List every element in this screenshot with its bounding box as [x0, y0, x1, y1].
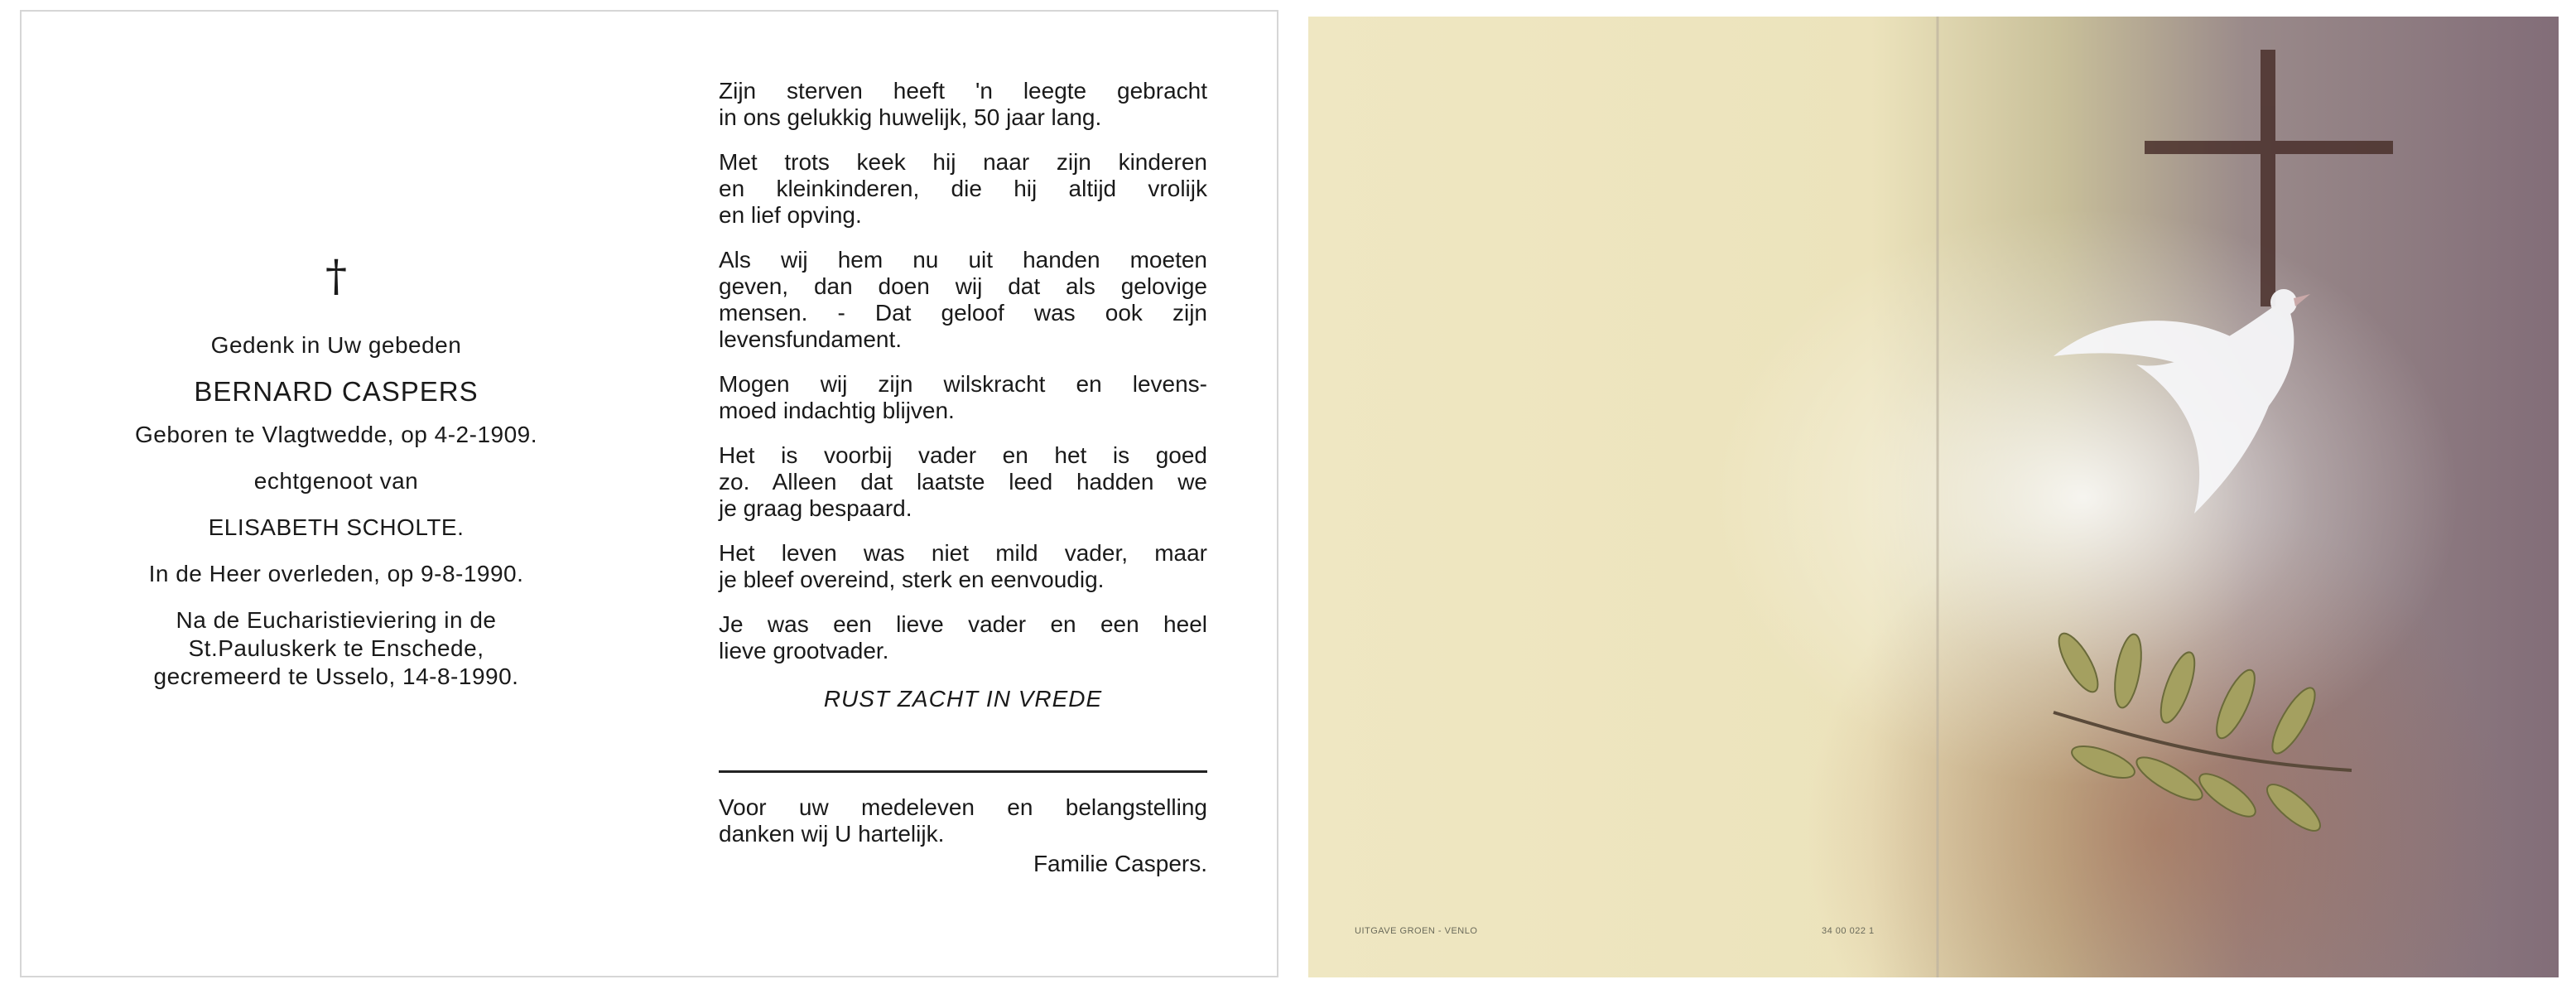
service-line-1: Na de Eucharistieviering in de — [176, 607, 497, 633]
cover-illustration — [1308, 17, 2559, 977]
service-line-2: St.Pauluskerk te Enschede, — [188, 635, 484, 661]
spouse-name: ELISABETH SCHOLTE. — [208, 514, 465, 540]
death-line: In de Heer overleden, op 9-8-1990. — [148, 561, 524, 586]
remembrance-line: Gedenk in Uw gebeden — [210, 332, 462, 358]
poem-stanza — [719, 540, 1207, 593]
spouse-prefix: echtgenoot van — [253, 468, 419, 494]
poem-line: moed indachtig blijven. — [719, 398, 955, 423]
poem-line: en kleinkinderen, die hij altijd vrolijk — [719, 176, 1207, 201]
card-inside — [20, 10, 1278, 977]
thanks-line-2: danken wij U hartelijk. — [719, 821, 945, 847]
poem-stanza — [719, 371, 1207, 424]
divider — [719, 770, 1207, 773]
poem — [719, 78, 1207, 664]
poem-line: levensfundament. — [719, 326, 903, 352]
poem-line: Zijn sterven heeft 'n leegte gebracht — [719, 78, 1207, 104]
poem-line: Met trots keek hij naar zijn kinderen — [719, 149, 1207, 175]
poem-line: Het leven was niet mild vader, maar — [719, 540, 1207, 566]
deceased-name: BERNARD CASPERS — [194, 376, 479, 407]
poem-line: in ons gelukkig huwelijk, 50 jaar lang. — [719, 104, 1102, 130]
thanks-line-1: Voor uw medeleven en belangstelling — [719, 794, 1207, 820]
poem-line: je bleef overeind, sterk en eenvoudig. — [719, 567, 1105, 592]
poem-stanza — [719, 78, 1207, 131]
poem-line: en lief opving. — [719, 202, 862, 228]
card-cover — [1308, 17, 2559, 977]
poem-line: lieve grootvader. — [719, 638, 889, 663]
poem-stanza — [719, 149, 1207, 229]
poem-stanza — [719, 611, 1207, 664]
poem-line: zo. Alleen dat laatste leed hadden we — [719, 469, 1207, 495]
poem-line: Je was een lieve vader en een heel — [719, 611, 1207, 637]
birth-line: Geboren te Vlagtwedde, op 4-2-1909. — [134, 422, 538, 447]
service-line-3: gecremeerd te Usselo, 14-8-1990. — [153, 663, 519, 689]
signature: Familie Caspers. — [1033, 851, 1207, 876]
poem-line: Mogen wij zijn wilskracht en levens- — [719, 371, 1207, 397]
cross-icon: † — [325, 252, 347, 302]
right-panel — [719, 78, 1207, 900]
poem-stanza — [719, 442, 1207, 522]
thanks-block — [719, 794, 1207, 847]
left-panel — [22, 252, 651, 691]
poem-line: je graag bespaard. — [719, 495, 912, 521]
publisher-imprint: UITGAVE GROEN - VENLO — [1355, 926, 1478, 936]
poem-line: mensen. - Dat geloof was ook zijn — [719, 300, 1207, 326]
poem-stanza — [719, 247, 1207, 353]
card-code: 34 00 022 1 — [1822, 926, 1875, 936]
poem-line: Als wij hem nu uit handen moeten — [719, 247, 1207, 273]
closing-line: RUST ZACHT IN VREDE — [823, 686, 1103, 712]
poem-line: geven, dan doen wij dat als gelovige — [719, 273, 1207, 299]
poem-line: Het is voorbij vader en het is goed — [719, 442, 1207, 468]
